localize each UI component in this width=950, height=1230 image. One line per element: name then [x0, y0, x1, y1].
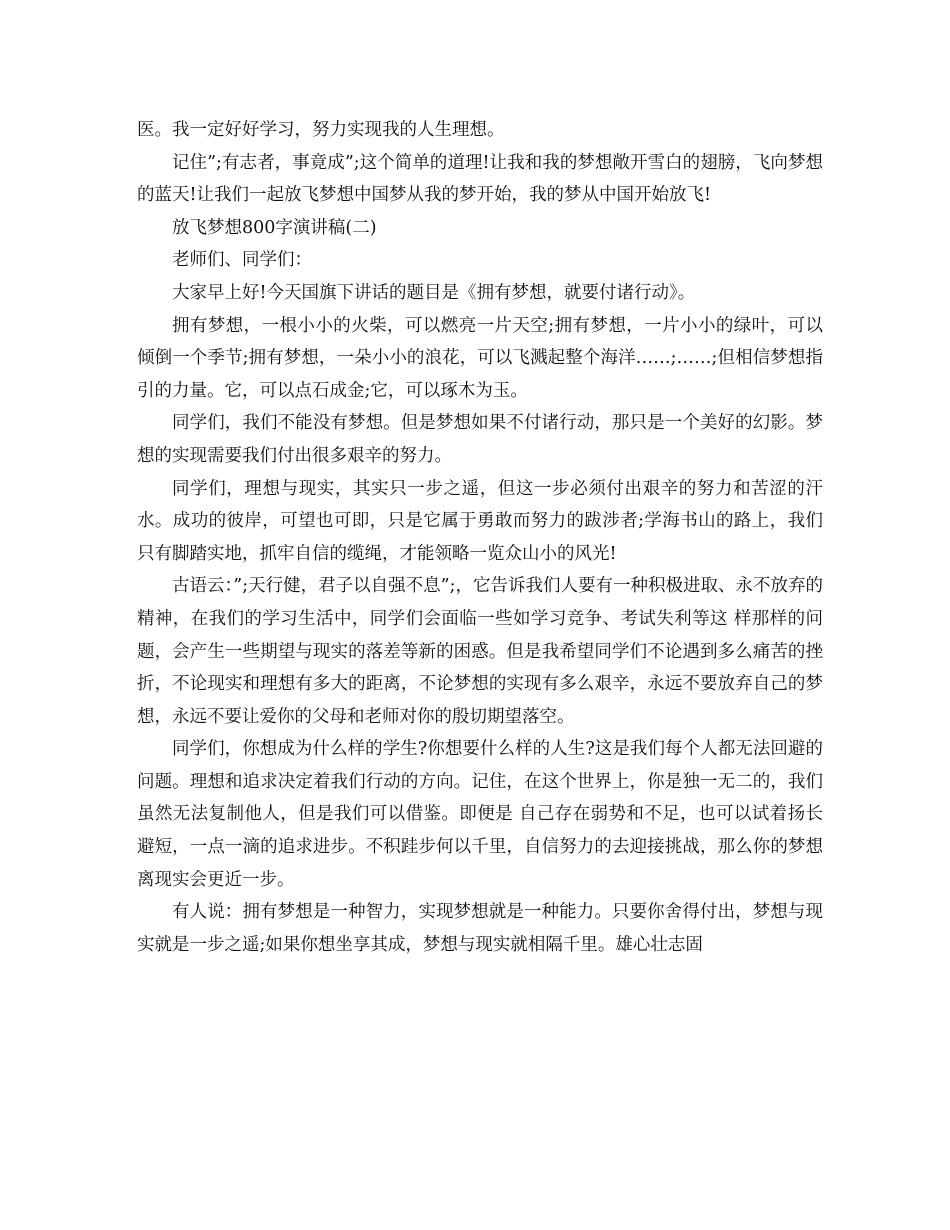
- paragraph-5: 大家早上好!今天国旗下讲话的题目是《拥有梦想，就要付诸行动》。: [172, 282, 696, 303]
- salutation: 老师们、同学们：: [172, 250, 312, 271]
- paragraph-7: 同学们，我们不能没有梦想。但是梦想如果不付诸行动，那只是一个美好的幻影。梦想的实现需要我们付出很多艰辛的努力。: [137, 413, 823, 466]
- paragraph-1: 医。我一定好好学习，努力实现我的人生理想。: [137, 120, 505, 140]
- paragraph-10: 同学们，你想成为什么样的学生?你想要什么样的人生?这是我们每个人都无法回避的问题。理想和追求决定着我们行动的方向。记住，在这个世界上，你是独一无二的，我们虽然无法复制他人，但是我们可以借鉴。即便是 自己存在弱势和不足，也可以试着扬长避短，一点一滴的追求进步。不积跬步何以千里，自信努力的去迎接挑战，那么你的梦想离现实会更近一步。: [137, 739, 823, 890]
- section-title: 放飞梦想800字演讲稿(二): [172, 217, 377, 238]
- paragraph-9: 古语云：”;天行健，君子以自强不息”;，它告诉我们人要有一种积极进取、永不放弃的精神，在我们的学习生活中，同学们会面临一些如学习竞争、考试失利等这 样那样的问题，会产生一些期望与现实的落差等新的困惑。但是我希望同学们不论遇到多么痛苦的挫折，不论现实和理想有多大的距离，不论梦想的实现有多么艰辛，永远不要放弃自己的梦想，永远不要让爱你的父母和老师对你的殷切期望落空。: [137, 576, 823, 727]
- paragraph-6: 拥有梦想，一根小小的火柴，可以燃亮一片天空;拥有梦想，一片小小的绿叶，可以倾倒一个季节;拥有梦想，一朵小小的浪花，可以飞溅起整个海洋……;……;但相信梦想指引的力量。它，可以点石成金;它，可以琢木为玉。: [137, 315, 823, 401]
- paragraph-8: 同学们，理想与现实，其实只一步之遥，但这一步必须付出艰辛的努力和苦涩的汗水。成功的彼岸，可望也可即，只是它属于勇敢而努力的跋涉者;学海书山的路上，我们只有脚踏实地，抓牢自信的缆绳，才能领略一览众山小的风光!: [137, 478, 823, 564]
- paragraph-11: 有人说：拥有梦想是一种智力，实现梦想就是一种能力。只要你舍得付出，梦想与现实就是一步之遥;如果你想坐享其成，梦想与现实就相隔千里。雄心壮志固: [137, 902, 823, 955]
- document-body: [137, 114, 823, 961]
- paragraph-2: 记住”;有志者，事竟成”;这个简单的道理!让我和我的梦想敞开雪白的翅膀，飞向梦想的蓝天!让我们一起放飞梦想中国梦从我的梦开始，我的梦从中国开始放飞!: [137, 152, 823, 206]
